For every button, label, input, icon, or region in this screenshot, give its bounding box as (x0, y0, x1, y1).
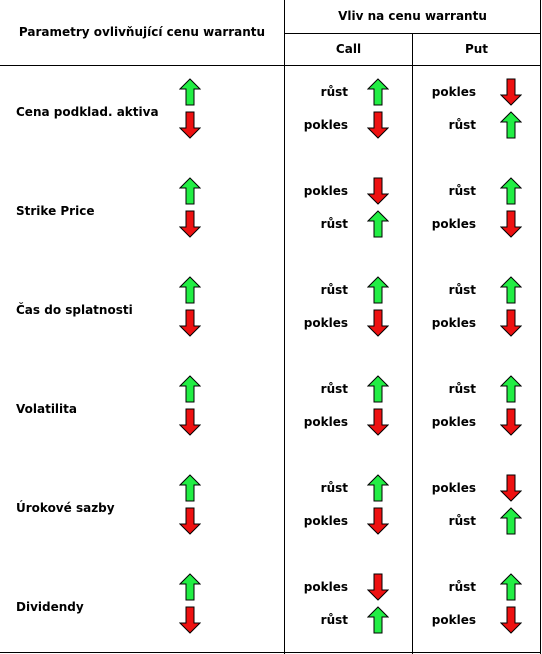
arrow-down-icon (500, 210, 522, 238)
arrow-up-icon (367, 474, 389, 502)
arrow-down-icon (500, 474, 522, 502)
call-effect-text: pokles (303, 184, 348, 198)
arrow-down-icon (500, 309, 522, 337)
arrow-down-icon (179, 408, 201, 436)
arrow-down-icon (367, 573, 389, 601)
arrow-up-icon (500, 375, 522, 403)
arrow-down-icon (367, 408, 389, 436)
put-column-header: Put (464, 42, 489, 56)
arrow-up-icon (367, 78, 389, 106)
arrow-up-icon (500, 507, 522, 535)
arrow-up-icon (179, 78, 201, 106)
grid-line (0, 652, 541, 653)
call-effect-text: růst (320, 613, 348, 627)
arrow-up-icon (500, 573, 522, 601)
arrow-down-icon (500, 408, 522, 436)
grid-line (540, 0, 541, 654)
put-effect-text: pokles (431, 481, 476, 495)
call-effect-text: růst (320, 217, 348, 231)
parameter-label: Čas do splatnosti (16, 303, 133, 317)
grid-line (284, 0, 285, 654)
put-effect-text: růst (448, 184, 476, 198)
call-effect-text: pokles (303, 514, 348, 528)
arrow-up-icon (500, 111, 522, 139)
arrow-up-icon (367, 276, 389, 304)
put-effect-text: růst (448, 283, 476, 297)
arrow-down-icon (179, 606, 201, 634)
arrow-up-icon (179, 573, 201, 601)
arrow-up-icon (367, 375, 389, 403)
call-effect-text: růst (320, 85, 348, 99)
arrow-up-icon (500, 177, 522, 205)
put-effect-text: pokles (431, 613, 476, 627)
arrow-down-icon (179, 210, 201, 238)
grid-line (285, 33, 540, 34)
impact-column-header: Vliv na cenu warrantu (338, 9, 487, 23)
arrow-up-icon (367, 606, 389, 634)
arrow-down-icon (367, 177, 389, 205)
parameter-label: Cena podklad. aktiva (16, 105, 159, 119)
parameter-label: Volatilita (16, 402, 77, 416)
call-effect-text: růst (320, 382, 348, 396)
arrow-down-icon (367, 309, 389, 337)
arrow-down-icon (500, 78, 522, 106)
call-effect-text: pokles (303, 118, 348, 132)
arrow-up-icon (367, 210, 389, 238)
parameter-label: Dividendy (16, 600, 84, 614)
call-effect-text: pokles (303, 580, 348, 594)
call-effect-text: pokles (303, 415, 348, 429)
arrow-down-icon (367, 507, 389, 535)
grid-line (412, 33, 413, 654)
put-effect-text: růst (448, 514, 476, 528)
arrow-down-icon (179, 309, 201, 337)
call-column-header: Call (335, 42, 362, 56)
params-column-header: Parametry ovlivňující cenu warrantu (18, 25, 266, 39)
put-effect-text: růst (448, 118, 476, 132)
put-effect-text: pokles (431, 316, 476, 330)
parameter-label: Úrokové sazby (16, 501, 115, 515)
put-effect-text: pokles (431, 85, 476, 99)
arrow-up-icon (179, 276, 201, 304)
arrow-up-icon (500, 276, 522, 304)
arrow-up-icon (179, 474, 201, 502)
put-effect-text: pokles (431, 415, 476, 429)
arrow-down-icon (367, 111, 389, 139)
call-effect-text: růst (320, 283, 348, 297)
arrow-down-icon (179, 111, 201, 139)
call-effect-text: růst (320, 481, 348, 495)
put-effect-text: pokles (431, 217, 476, 231)
parameter-label: Strike Price (16, 204, 95, 218)
put-effect-text: růst (448, 580, 476, 594)
arrow-down-icon (179, 507, 201, 535)
arrow-up-icon (179, 375, 201, 403)
put-effect-text: růst (448, 382, 476, 396)
arrow-up-icon (179, 177, 201, 205)
grid-line (0, 65, 541, 66)
arrow-down-icon (500, 606, 522, 634)
call-effect-text: pokles (303, 316, 348, 330)
